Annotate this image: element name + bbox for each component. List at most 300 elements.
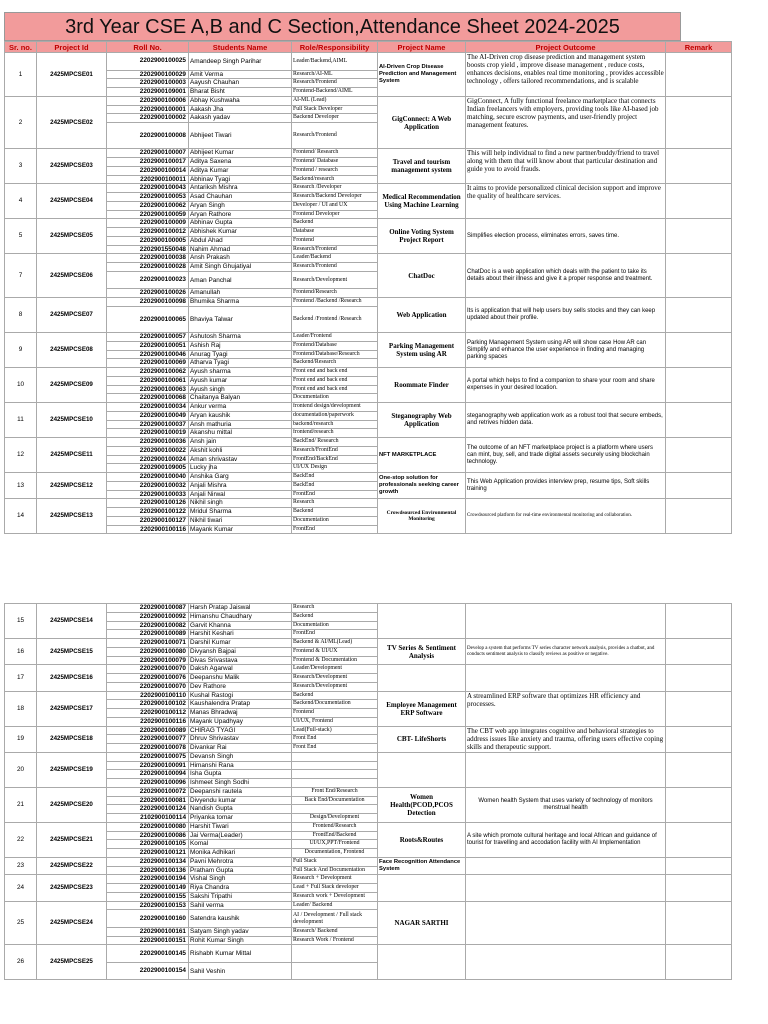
roll-number-cell: 2202900100002	[107, 114, 189, 123]
remark-cell	[666, 96, 732, 149]
project-outcome-cell	[466, 665, 666, 691]
student-name-cell: Ishmeet Singh Sodhi	[189, 779, 292, 788]
student-name-cell: Bhaviya Talwar	[189, 306, 292, 332]
roll-number-cell: 2202900100160	[107, 910, 189, 928]
role-cell: Frontend/ Database	[292, 158, 378, 167]
roll-number-cell: 2202900109001	[107, 88, 189, 97]
student-name-cell: Ansh Prakash	[189, 254, 292, 263]
student-name-cell: Aayush Chauhan	[189, 79, 292, 88]
student-name-cell: Daksh Agarwal	[189, 665, 292, 674]
role-cell: Research/Development	[292, 682, 378, 691]
role-cell: Lead + Full Stack developer	[292, 884, 378, 893]
role-cell: Front end and back end	[292, 376, 378, 385]
role-cell	[292, 752, 378, 761]
role-cell: Research/Frontend	[292, 79, 378, 88]
project-name-cell: TV Series & Sentiment Analysis	[378, 639, 466, 665]
student-name-cell: Mridul Sharma	[189, 508, 292, 517]
serial-number-cell: 23	[5, 857, 37, 875]
project-name-cell: Employee Management ERP Software	[378, 691, 466, 726]
role-cell: AI / Development / Full stack development	[292, 910, 378, 928]
remark-cell	[666, 149, 732, 184]
sheet-title: 3rd Year CSE A,B and C Section,Attendance Sheet 2024-2025	[4, 12, 681, 41]
role-cell: Backend	[292, 508, 378, 517]
student-name-cell: Jai Verma(Leader)	[189, 831, 292, 840]
roll-number-cell: 2202900100077	[107, 735, 189, 744]
role-cell: Frontend /Backend /Research	[292, 298, 378, 307]
project-name-cell: One-stop solution for professionals seeking career growth	[378, 473, 466, 499]
role-cell: AI-ML (Lead)	[292, 96, 378, 105]
roll-number-cell: 2202900100151	[107, 936, 189, 945]
role-cell: Lead(Full-stack)	[292, 726, 378, 735]
student-name-cell: Ankur verma	[189, 403, 292, 412]
remark-cell	[666, 298, 732, 333]
roll-number-cell: 2202900100032	[107, 481, 189, 490]
header-row	[5, 42, 732, 53]
project-name-cell: Parking Management System using AR	[378, 333, 466, 368]
roll-number-cell: 2202900100053	[107, 193, 189, 202]
project-outcome-cell: The AI-Driven crop disease prediction and management system boosts crop yield , improve disease management , reduce costs, enhances decisions, enables real time monitoring , provides accessible technology , offers tailored recommendations, and is scalable	[466, 53, 666, 97]
table-row	[5, 726, 732, 735]
project-outcome-cell: Its is application that will help users buy sells stocks and they can keep updated about their profile.	[466, 298, 666, 333]
role-cell: BackEnd	[292, 481, 378, 490]
roll-number-cell: 2202900100134	[107, 857, 189, 866]
role-cell: Front End	[292, 744, 378, 753]
student-name-cell: Ayush singh	[189, 385, 292, 394]
student-name-cell: Anjali Nirwal	[189, 490, 292, 499]
project-id-cell: 2425MPCSE01	[37, 53, 107, 97]
table-row	[5, 298, 732, 307]
project-id-cell: 2425MPCSE17	[37, 691, 107, 726]
roll-number-cell: 2202900100096	[107, 779, 189, 788]
role-cell: Backend Developer	[292, 114, 378, 123]
roll-number-cell: 2202900100098	[107, 298, 189, 307]
student-name-cell: Divyansh Bajpai	[189, 647, 292, 656]
student-name-cell: Lucky jha	[189, 464, 292, 473]
student-name-cell: Satyam Singh yadav	[189, 927, 292, 936]
student-name-cell: Satendra kaushik	[189, 910, 292, 928]
role-cell: Research	[292, 604, 378, 613]
role-cell: Full Stack And Documentation	[292, 866, 378, 875]
table-row	[5, 184, 732, 193]
serial-number-cell: 25	[5, 901, 37, 945]
role-cell: Research/AI-ML	[292, 70, 378, 79]
role-cell: Backend/research	[292, 175, 378, 184]
roll-number-cell: 2202900100037	[107, 420, 189, 429]
roll-number-cell: 2202901550048	[107, 245, 189, 254]
roll-number-cell: 2202900100043	[107, 184, 189, 193]
roll-number-cell: 2202900100091	[107, 761, 189, 770]
roll-number-cell: 2202900100046	[107, 350, 189, 359]
project-outcome-cell: The CBT web app integrates cognitive and behavioral strategies to address issues like anxiety and trauma, offering users effective coping skills and therapeutic support.	[466, 726, 666, 752]
student-name-cell: Abhinav Gupta	[189, 219, 292, 228]
project-id-cell: 2425MPCSE22	[37, 857, 107, 875]
project-name-cell	[378, 604, 466, 639]
serial-number-cell: 21	[5, 787, 37, 822]
serial-number-cell: 12	[5, 438, 37, 473]
role-cell: backend/research	[292, 420, 378, 429]
project-name-cell: Online Voting System Project Report	[378, 219, 466, 254]
table-row	[5, 945, 732, 963]
table-row	[5, 691, 732, 700]
role-cell: Documentation	[292, 394, 378, 403]
roll-number-cell: 2202900100049	[107, 411, 189, 420]
role-cell: Backend & AI/ML(Lead)	[292, 639, 378, 648]
roll-number-cell: 2202900100019	[107, 429, 189, 438]
role-cell: Front End	[292, 735, 378, 744]
project-outcome-cell: It aims to provide personalized clinical decision support and improve the quality of healthcare services.	[466, 184, 666, 219]
project-outcome-cell: The outcome of an NFT marketplace project is a platform where users can mint, buy, sell, and trade digital assets securely using blockchain technology.	[466, 438, 666, 473]
student-name-cell: Anjali Mishra	[189, 481, 292, 490]
student-name-cell: Harsh Pratap Jaiswal	[189, 604, 292, 613]
role-cell: Research/Development	[292, 271, 378, 289]
role-cell: Front end and back end	[292, 368, 378, 377]
project-name-cell: NAGAR SARTHI	[378, 901, 466, 945]
attendance-table-bottom	[4, 603, 732, 980]
project-outcome-cell: Develop a system that performs TV series character network analysis, provides a chatbot, and conducts sentiment analysis to classify reviews as positive or negative.	[466, 639, 666, 665]
table-row	[5, 604, 732, 613]
role-cell: FrontEnd	[292, 630, 378, 639]
student-name-cell: Aman shrivastav	[189, 455, 292, 464]
roll-number-cell: 2202900100072	[107, 787, 189, 796]
role-cell: FrontEnd/Backend	[292, 831, 378, 840]
project-outcome-cell: A streamlined ERP software that optimizes HR efficiency and processes.	[466, 691, 666, 726]
remark-cell	[666, 254, 732, 298]
header-sr: Sr. no.	[5, 42, 37, 53]
project-name-cell: Medical Recommendation Using Machine Learning	[378, 184, 466, 219]
role-cell	[292, 761, 378, 770]
roll-number-cell: 2202900100001	[107, 105, 189, 114]
student-name-cell: Ashutosh Sharma	[189, 333, 292, 342]
role-cell: Frontend Developer	[292, 210, 378, 219]
student-name-cell: Devansh Singh	[189, 752, 292, 761]
project-name-cell	[378, 752, 466, 787]
header-project-id: Project Id	[37, 42, 107, 53]
roll-number-cell: 2202900100153	[107, 901, 189, 910]
role-cell: Research/Frontend	[292, 245, 378, 254]
roll-number-cell: 2202900100070	[107, 665, 189, 674]
serial-number-cell: 10	[5, 368, 37, 403]
project-id-cell: 2425MPCSE13	[37, 499, 107, 534]
student-name-cell: Atharva Tyagi	[189, 359, 292, 368]
role-cell: Leader/Backend,AIML	[292, 53, 378, 71]
role-cell: Frontend	[292, 709, 378, 718]
student-name-cell: Abhinav Tyagi	[189, 175, 292, 184]
student-name-cell: Amandeep Singh Parihar	[189, 53, 292, 71]
project-id-cell: 2425MPCSE08	[37, 333, 107, 368]
role-cell: Front end and back end	[292, 385, 378, 394]
student-name-cell: Aryan Singh	[189, 201, 292, 210]
roll-number-cell: 2202900100059	[107, 210, 189, 219]
project-id-cell: 2425MPCSE05	[37, 219, 107, 254]
remark-cell	[666, 875, 732, 901]
student-name-cell: Chaitanya Balyan	[189, 394, 292, 403]
student-name-cell: Riya Chandra	[189, 884, 292, 893]
role-cell: Backend	[292, 612, 378, 621]
roll-number-cell: 2202900100105	[107, 840, 189, 849]
roll-number-cell: 2202900100012	[107, 228, 189, 237]
student-name-cell: Kaushalendra Pratap	[189, 700, 292, 709]
student-name-cell: Aditya Saxena	[189, 158, 292, 167]
project-id-cell: 2425MPCSE04	[37, 184, 107, 219]
student-name-cell: Akshit kohli	[189, 446, 292, 455]
table-row	[5, 149, 732, 158]
remark-cell	[666, 691, 732, 726]
project-outcome-cell: A portal which helps to find a companion to share your room and share expenses in your desired location.	[466, 368, 666, 403]
project-name-cell: Web Application	[378, 298, 466, 333]
role-cell: UI/UX,PPT/Frontend	[292, 840, 378, 849]
role-cell: Backend/Research	[292, 359, 378, 368]
student-name-cell: Harshit Tiwari	[189, 822, 292, 831]
serial-number-cell: 3	[5, 149, 37, 184]
remark-cell	[666, 822, 732, 857]
roll-number-cell: 2202900100026	[107, 289, 189, 298]
remark-cell	[666, 787, 732, 822]
role-cell: Leader/Backend	[292, 254, 378, 263]
student-name-cell: Bharat Bisht	[189, 88, 292, 97]
roll-number-cell: 2202900100036	[107, 438, 189, 447]
student-name-cell: Abdul Ahad	[189, 236, 292, 245]
remark-cell	[666, 53, 732, 97]
table-row	[5, 752, 732, 761]
table-row	[5, 438, 732, 447]
remark-cell	[666, 945, 732, 980]
student-name-cell: Divankar Rai	[189, 744, 292, 753]
table-row	[5, 333, 732, 342]
serial-number-cell: 9	[5, 333, 37, 368]
roll-number-cell: 2202900100094	[107, 770, 189, 779]
table-row	[5, 96, 732, 105]
header-project-outcome: Project Outcome	[466, 42, 666, 53]
roll-number-cell: 2202900100127	[107, 516, 189, 525]
student-name-cell: Garvit Khanna	[189, 621, 292, 630]
role-cell: Research Work / Frontend	[292, 936, 378, 945]
role-cell: Frontend/Research	[292, 822, 378, 831]
student-name-cell: Amanullah	[189, 289, 292, 298]
project-id-cell: 2425MPCSE07	[37, 298, 107, 333]
role-cell: Documentation, Frontend	[292, 849, 378, 858]
roll-number-cell: 2202900100009	[107, 219, 189, 228]
student-name-cell: Aakash Jha	[189, 105, 292, 114]
role-cell: Database	[292, 228, 378, 237]
student-name-cell: Himanshi Rana	[189, 761, 292, 770]
roll-number-cell: 2202900100070	[107, 682, 189, 691]
project-outcome-cell: GigConnect, A fully functional freelance marketplace that connects Indian freelancers with employers, providing tools like AI-based job matching, secure escrow payments, and user-friendly project management features.	[466, 96, 666, 149]
roll-number-cell: 2202900100082	[107, 621, 189, 630]
roll-number-cell: 2202900100112	[107, 709, 189, 718]
roll-number-cell: 2202900100057	[107, 333, 189, 342]
project-outcome-cell: Parking Management System using AR will show case How AR can Simplify and enhance the user experience in finding and managing parking spaces	[466, 333, 666, 368]
roll-number-cell: 2202900100155	[107, 892, 189, 901]
student-name-cell: Amit Verma	[189, 70, 292, 79]
table-row	[5, 53, 732, 71]
roll-number-cell: 2202900100028	[107, 263, 189, 272]
remark-cell	[666, 665, 732, 691]
remark-cell	[666, 857, 732, 875]
serial-number-cell: 14	[5, 499, 37, 534]
student-name-cell: Divyendu kumar	[189, 796, 292, 805]
student-name-cell: Bhumika Sharma	[189, 298, 292, 307]
roll-number-cell: 2202900100092	[107, 612, 189, 621]
roll-number-cell: 2202900100038	[107, 254, 189, 263]
table-row	[5, 403, 732, 412]
project-outcome-cell	[466, 857, 666, 875]
role-cell: Frontend	[292, 236, 378, 245]
roll-number-cell: 2202900100087	[107, 604, 189, 613]
roll-number-cell: 2202900100124	[107, 805, 189, 814]
remark-cell	[666, 438, 732, 473]
roll-number-cell: 2202900100024	[107, 455, 189, 464]
student-name-cell: Abhishek Kumar	[189, 228, 292, 237]
role-cell: Research/FrontEnd	[292, 446, 378, 455]
remark-cell	[666, 639, 732, 665]
project-name-cell: Face Recognition Attendance System	[378, 857, 466, 875]
student-name-cell: Sakshi Tripathi	[189, 892, 292, 901]
roll-number-cell: 2202900100061	[107, 376, 189, 385]
student-name-cell: Aditya Kumar	[189, 166, 292, 175]
student-name-cell: Antariksh Mishra	[189, 184, 292, 193]
student-name-cell: Akanshu mittal	[189, 429, 292, 438]
serial-number-cell: 1	[5, 53, 37, 97]
serial-number-cell: 16	[5, 639, 37, 665]
project-name-cell: Roommate Finder	[378, 368, 466, 403]
project-name-cell: Crowdsourced Environmental Monitoring	[378, 499, 466, 534]
role-cell: Developer / UI and UX	[292, 201, 378, 210]
project-outcome-cell: This Web Application provides interview prep, resume tips, Soft skills training	[466, 473, 666, 499]
table-row	[5, 875, 732, 884]
student-name-cell: Deepanshu Malik	[189, 674, 292, 683]
serial-number-cell: 8	[5, 298, 37, 333]
project-name-cell: Roots&Routes	[378, 822, 466, 857]
student-name-cell: Dev Rathore	[189, 682, 292, 691]
role-cell: UI/UX, Frontend	[292, 717, 378, 726]
role-cell: Frontend / research	[292, 166, 378, 175]
roll-number-cell: 2202900100121	[107, 849, 189, 858]
student-name-cell: Aakash yadav	[189, 114, 292, 123]
student-name-cell: Darshil Kumar	[189, 639, 292, 648]
serial-number-cell: 18	[5, 691, 37, 726]
roll-number-cell: 2202900100126	[107, 499, 189, 508]
serial-number-cell: 26	[5, 945, 37, 980]
roll-number-cell: 2202900100063	[107, 385, 189, 394]
roll-number-cell: 2202900100194	[107, 875, 189, 884]
roll-number-cell: 2202900100014	[107, 166, 189, 175]
student-name-cell: Abhijeet Kumar	[189, 149, 292, 158]
table-row	[5, 665, 732, 674]
student-name-cell: Sahil verma	[189, 901, 292, 910]
roll-number-cell: 2202900100116	[107, 717, 189, 726]
student-name-cell: Isha Gupta	[189, 770, 292, 779]
table-row	[5, 219, 732, 228]
role-cell: Frontend/ Research	[292, 149, 378, 158]
role-cell: frontend/research	[292, 429, 378, 438]
project-outcome-cell: Women health System that uses variety of technology of monitors menstrual health	[466, 787, 666, 822]
project-name-cell: ChatDoc	[378, 254, 466, 298]
role-cell: Research/Frontend	[292, 263, 378, 272]
role-cell: Research	[292, 499, 378, 508]
role-cell: Leader/Development	[292, 665, 378, 674]
student-name-cell: Mayank Upadhyay	[189, 717, 292, 726]
project-id-cell: 2425MPCSE25	[37, 945, 107, 980]
serial-number-cell: 5	[5, 219, 37, 254]
table-row	[5, 254, 732, 263]
project-id-cell: 2425MPCSE23	[37, 875, 107, 901]
role-cell: Research/ Backend	[292, 927, 378, 936]
role-cell: Research/Frontend	[292, 123, 378, 149]
roll-number-cell: 2202900100122	[107, 508, 189, 517]
project-outcome-cell	[466, 945, 666, 980]
role-cell	[292, 945, 378, 963]
remark-cell	[666, 726, 732, 752]
student-name-cell: Rishabh Kumar Mittal	[189, 945, 292, 963]
role-cell: BackEnd	[292, 473, 378, 482]
role-cell	[292, 779, 378, 788]
role-cell: BackEnd/ Research	[292, 438, 378, 447]
role-cell: Frontend & UI/UX	[292, 647, 378, 656]
student-name-cell: Ansh jain	[189, 438, 292, 447]
project-name-cell: CBT- LifeShorts	[378, 726, 466, 752]
role-cell: Full Stack Developer	[292, 105, 378, 114]
header-remark: Remark	[666, 42, 732, 53]
student-name-cell: Nahim Ahmad	[189, 245, 292, 254]
student-name-cell: Pratham Gupta	[189, 866, 292, 875]
role-cell: Leader/ Backend	[292, 901, 378, 910]
project-outcome-cell: Simplifies election process, eliminates errors, saves time.	[466, 219, 666, 254]
serial-number-cell: 20	[5, 752, 37, 787]
roll-number-cell: 2202900100149	[107, 884, 189, 893]
table-row	[5, 822, 732, 831]
roll-number-cell: 2202900100086	[107, 831, 189, 840]
roll-number-cell: 2202900100089	[107, 630, 189, 639]
role-cell: Frontend/Database	[292, 341, 378, 350]
roll-number-cell: 2202900100102	[107, 700, 189, 709]
roll-number-cell: 2202900100040	[107, 473, 189, 482]
role-cell: Backend /Frontend /Research	[292, 306, 378, 332]
student-name-cell: Amit Singh Ghujatiyal	[189, 263, 292, 272]
role-cell: Frontend & Documentation	[292, 656, 378, 665]
student-name-cell: Ayush kumar	[189, 376, 292, 385]
serial-number-cell: 7	[5, 254, 37, 298]
project-outcome-cell	[466, 901, 666, 945]
table-row	[5, 639, 732, 648]
table-row	[5, 368, 732, 377]
project-name-cell: NFT MARKETPLACE	[378, 438, 466, 473]
serial-number-cell: 11	[5, 403, 37, 438]
roll-number-cell: 2202900100161	[107, 927, 189, 936]
project-name-cell	[378, 945, 466, 980]
table-row	[5, 473, 732, 482]
remark-cell	[666, 403, 732, 438]
student-name-cell: Ansh mathuria	[189, 420, 292, 429]
table-row	[5, 901, 732, 910]
roll-number-cell: 2202900100080	[107, 822, 189, 831]
roll-number-cell: 2202900109005	[107, 464, 189, 473]
role-cell: Backend/Documentation	[292, 700, 378, 709]
project-id-cell: 2425MPCSE09	[37, 368, 107, 403]
student-name-cell: Priyanka tomar	[189, 814, 292, 823]
student-name-cell: Aryan kaushik	[189, 411, 292, 420]
serial-number-cell: 22	[5, 822, 37, 857]
project-id-cell: 2425MPCSE19	[37, 752, 107, 787]
roll-number-cell: 2202900100069	[107, 359, 189, 368]
student-name-cell: Pavni Mehrotra	[189, 857, 292, 866]
roll-number-cell: 2102900100114	[107, 814, 189, 823]
roll-number-cell: 2202900100154	[107, 962, 189, 980]
student-name-cell: Asad Chauhan	[189, 193, 292, 202]
student-name-cell: CHIRAG TYAGI	[189, 726, 292, 735]
student-name-cell: Rohit Kumar Singh	[189, 936, 292, 945]
role-cell	[292, 805, 378, 814]
roll-number-cell: 2202900100006	[107, 96, 189, 105]
